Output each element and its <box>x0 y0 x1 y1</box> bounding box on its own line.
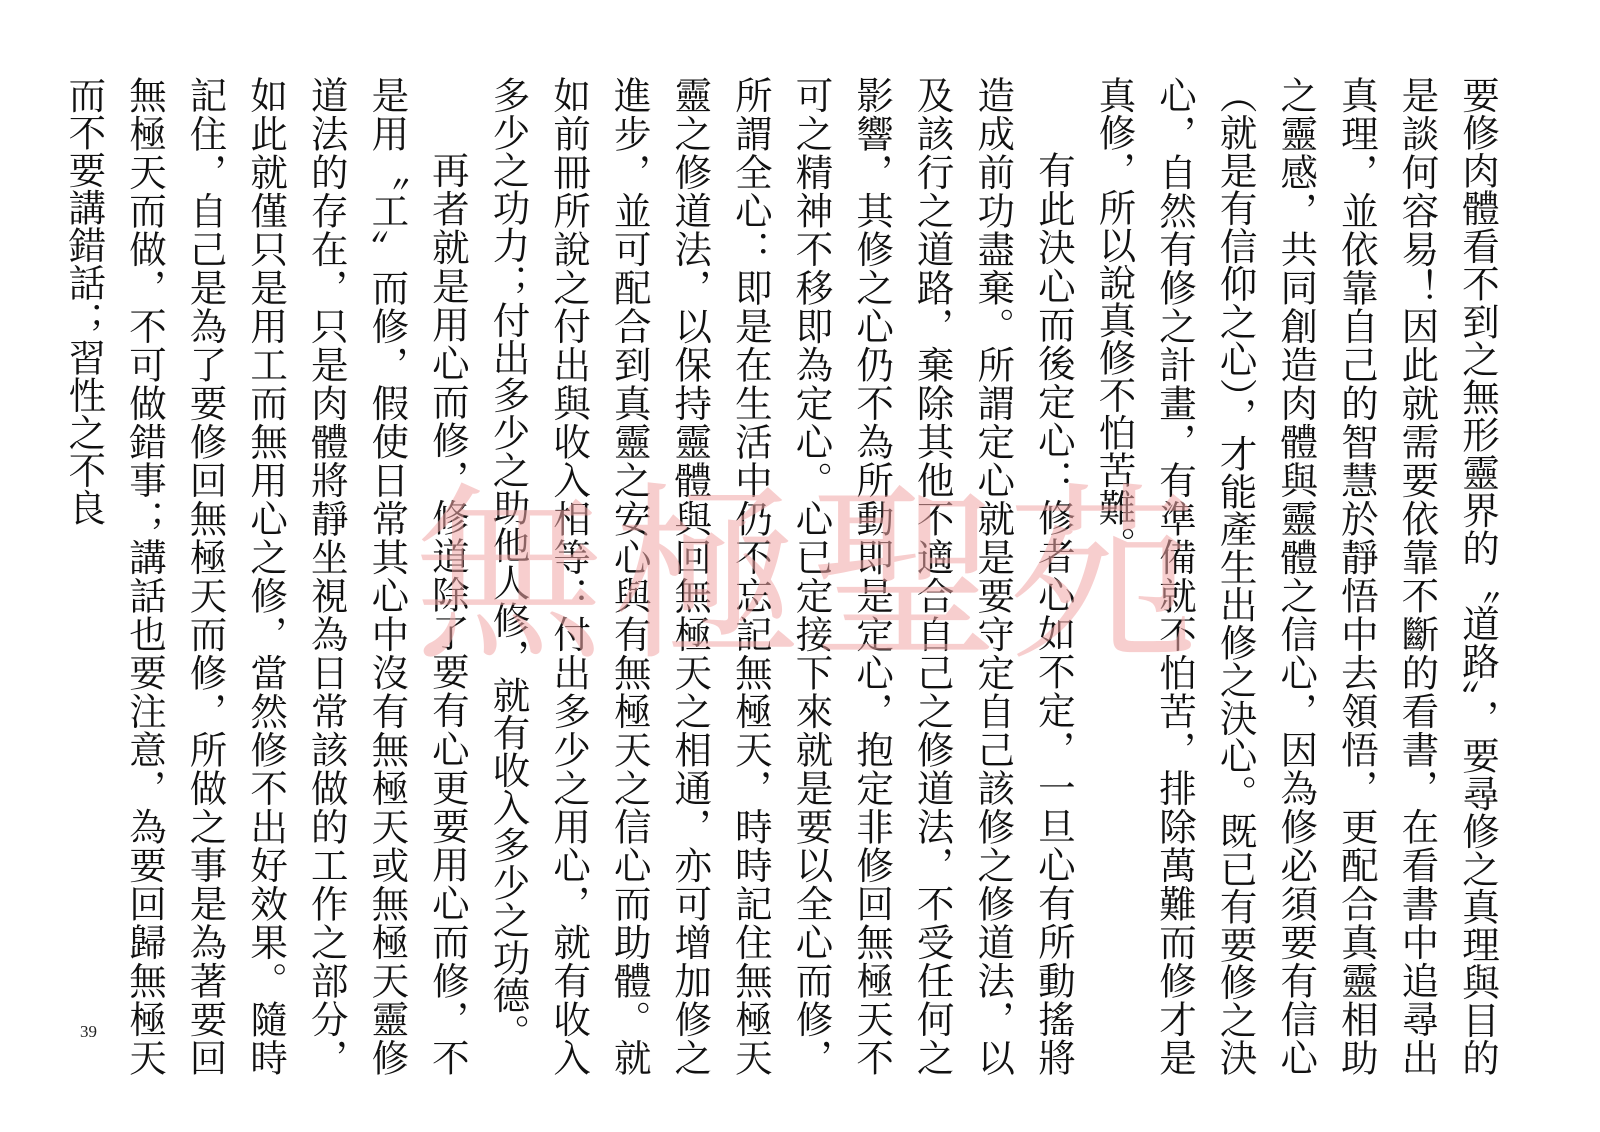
paragraph-3: 再者就是用心而修，修道除了要有心更要用心而修，不是用〝工〞而修，假使日常其心中沒有無極天或無極天靈修道法的存在，只是肉體將靜坐視為日常該做的工作之部分，如此就僅只是用工而無用心之修，當然修不出好效果。隨時記住，自己是為了要修回無極天而修，所做之事是為著要回無極天而做，不可做錯事；講話也要注意，為要回歸無極天而不要講錯話；習性之不良 <box>62 76 470 1076</box>
vertical-text-body <box>54 76 1508 1076</box>
paragraph-1: 要修肉體看不到之無形靈界的〝道路〞，要尋修之真理與目的是談何容易！因此就需要依靠不斷的看書，在看書中追尋出真理，並依靠自己的智慧於靜悟中去領悟，更配合真靈相助之靈感，共同創造肉體與靈體之信心，因為修必須要有信心（就是有信仰之心），才能產生出修之決心。既已有要修之決心，自然有修之計畫，有準備就不怕苦，排除萬難而修才是真修，所以說真修不怕苦難。 <box>1092 76 1500 1076</box>
page-number: 39 <box>80 1022 97 1041</box>
watermark-text: 無極聖苑 <box>413 466 1206 687</box>
paragraph-2: 有此決心而後定心：修者心如不定，一旦心有所動搖將造成前功盡棄。所謂定心就是要守定自己該修之修道法，以及該行之道路，棄除其他不適合自己之修道法，不受任何之影響，其修之心仍不為所動即是定心，抱定非修回無極天不可之精神不移即為定心。心已定接下來就是要以全心而修，所謂全心：即是在生活中仍不忘記無極天，時時記住無極天靈之修道法，以保持靈體與回無極天之相通，亦可增加修之進步，並可配合到真靈之安心與有無極天之信心而助體。就如前冊所說之付出與收入相等：付出多少之用心，就有收入多少之功力；付出多少之助他人修，就有收入多少之功德。 <box>486 76 1076 1076</box>
